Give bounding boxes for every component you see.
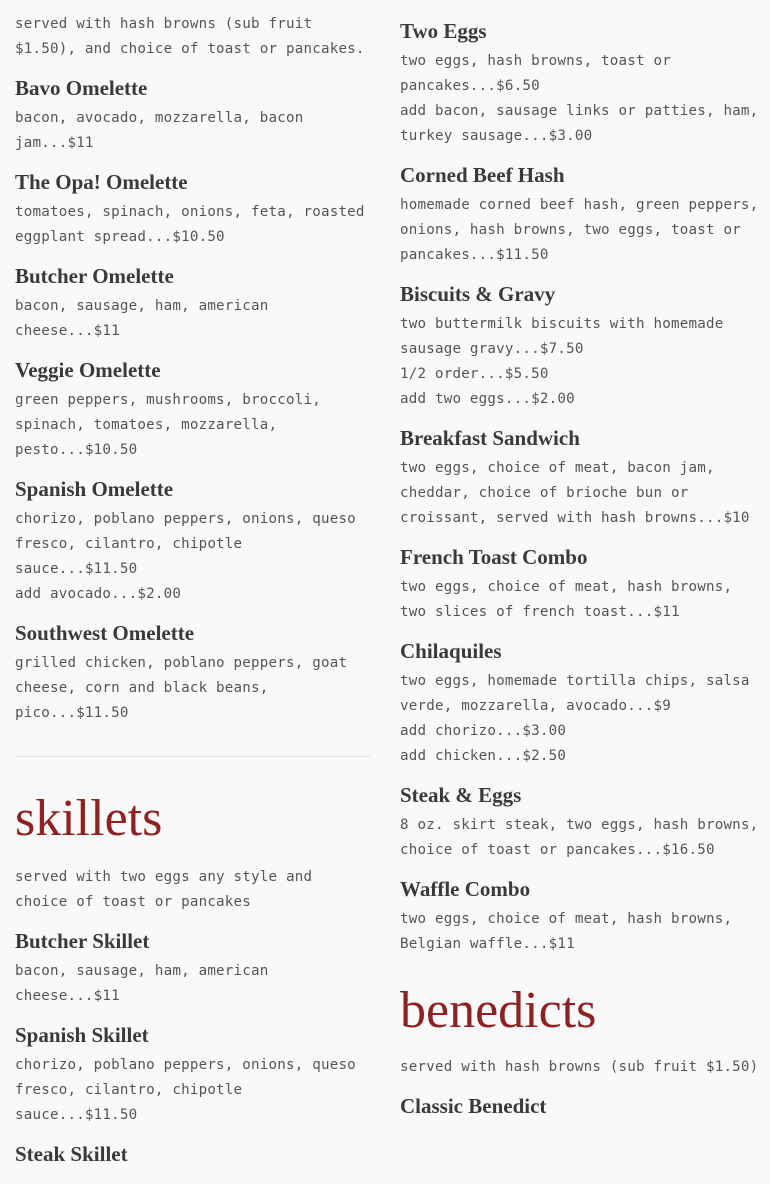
item-description: two eggs, choice of meat, hash browns, two slices of french toast...$11 bbox=[400, 579, 733, 620]
menu-item bbox=[400, 281, 760, 412]
menu-item bbox=[15, 75, 370, 156]
item-description: two eggs, choice of meat, hash browns, Belgian waffle...$11 bbox=[400, 911, 733, 952]
item-title: Spanish Omelette bbox=[15, 477, 174, 501]
menu-item bbox=[15, 1141, 370, 1167]
item-title: Southwest Omelette bbox=[15, 621, 195, 645]
item-description: chorizo, poblano peppers, onions, queso fresco, cilantro, chipotle sauce...$11.50 bbox=[15, 511, 356, 577]
item-title: Corned Beef Hash bbox=[400, 163, 565, 187]
skillets-intro: served with two eggs any style and choice of toast or pancakes bbox=[15, 869, 313, 910]
menu-item bbox=[400, 425, 760, 531]
menu-item bbox=[400, 1093, 760, 1119]
omelettes-intro: served with hash browns (sub fruit $1.50), and choice of toast or pancakes. bbox=[15, 16, 365, 57]
item-description: bacon, sausage, ham, american cheese...$11 bbox=[15, 963, 269, 1004]
item-title: Steak Skillet bbox=[15, 1142, 128, 1166]
item-title: The Opa! Omelette bbox=[15, 170, 188, 194]
item-addon: add avocado...$2.00 bbox=[15, 586, 182, 602]
item-title: Bavo Omelette bbox=[15, 76, 148, 100]
menu-item bbox=[400, 18, 760, 149]
section-divider bbox=[15, 756, 370, 757]
item-description: bacon, sausage, ham, american cheese...$11 bbox=[15, 298, 269, 339]
item-title: Breakfast Sandwich bbox=[400, 426, 580, 450]
item-description: two eggs, choice of meat, bacon jam, cheddar, choice of brioche bun or croissant, served with hash browns...$10 bbox=[400, 460, 750, 526]
item-addon: add two eggs...$2.00 bbox=[400, 391, 575, 407]
item-description: chorizo, poblano peppers, onions, queso fresco, cilantro, chipotle sauce...$11.50 bbox=[15, 1057, 356, 1123]
item-title: Biscuits & Gravy bbox=[400, 282, 556, 306]
menu-item bbox=[15, 1022, 370, 1128]
item-description: tomatoes, spinach, onions, feta, roasted eggplant spread...$10.50 bbox=[15, 204, 365, 245]
item-title: French Toast Combo bbox=[400, 545, 588, 569]
menu-item bbox=[15, 169, 370, 250]
menu-item bbox=[400, 876, 760, 957]
item-description: two buttermilk biscuits with homemade sausage gravy...$7.50 bbox=[400, 316, 724, 357]
item-title: Butcher Skillet bbox=[15, 929, 150, 953]
item-title: Waffle Combo bbox=[400, 877, 531, 901]
menu-item bbox=[400, 544, 760, 625]
item-description: homemade corned beef hash, green peppers, onions, hash browns, two eggs, toast or pancakes...$11.50 bbox=[400, 197, 759, 263]
item-description: 8 oz. skirt steak, two eggs, hash browns, choice of toast or pancakes...$16.50 bbox=[400, 817, 759, 858]
item-description: grilled chicken, poblano peppers, goat cheese, corn and black beans, pico...$11.50 bbox=[15, 655, 348, 721]
menu-item bbox=[400, 638, 760, 769]
item-addon: add chorizo...$3.00 bbox=[400, 723, 567, 739]
right-column bbox=[400, 0, 760, 1124]
menu-item bbox=[15, 476, 370, 607]
item-addon: 1/2 order...$5.50 bbox=[400, 366, 549, 382]
menu-item bbox=[15, 357, 370, 463]
menu-item bbox=[400, 162, 760, 268]
menu-item bbox=[15, 263, 370, 344]
item-description: bacon, avocado, mozzarella, bacon jam...$11 bbox=[15, 110, 304, 151]
menu-item bbox=[15, 620, 370, 726]
item-title: Chilaquiles bbox=[400, 639, 502, 663]
benedicts-intro: served with hash browns (sub fruit $1.50) bbox=[400, 1059, 759, 1075]
item-title: Veggie Omelette bbox=[15, 358, 161, 382]
item-title: Classic Benedict bbox=[400, 1094, 547, 1118]
item-title: Spanish Skillet bbox=[15, 1023, 149, 1047]
section-heading-skillets: skillets bbox=[15, 790, 163, 847]
item-addon: add bacon, sausage links or patties, ham, turkey sausage...$3.00 bbox=[400, 103, 759, 144]
item-title: Steak & Eggs bbox=[400, 783, 522, 807]
menu-item bbox=[400, 782, 760, 863]
section-heading-benedicts: benedicts bbox=[400, 982, 597, 1039]
item-description: two eggs, hash browns, toast or pancakes...$6.50 bbox=[400, 53, 671, 94]
left-column bbox=[15, 0, 370, 1172]
item-description: green peppers, mushrooms, broccoli, spinach, tomatoes, mozzarella, pesto...$10.50 bbox=[15, 392, 321, 458]
menu-item bbox=[15, 928, 370, 1009]
item-title: Two Eggs bbox=[400, 19, 487, 43]
item-description: two eggs, homemade tortilla chips, salsa verde, mozzarella, avocado...$9 bbox=[400, 673, 750, 714]
item-title: Butcher Omelette bbox=[15, 264, 174, 288]
item-addon: add chicken...$2.50 bbox=[400, 748, 567, 764]
